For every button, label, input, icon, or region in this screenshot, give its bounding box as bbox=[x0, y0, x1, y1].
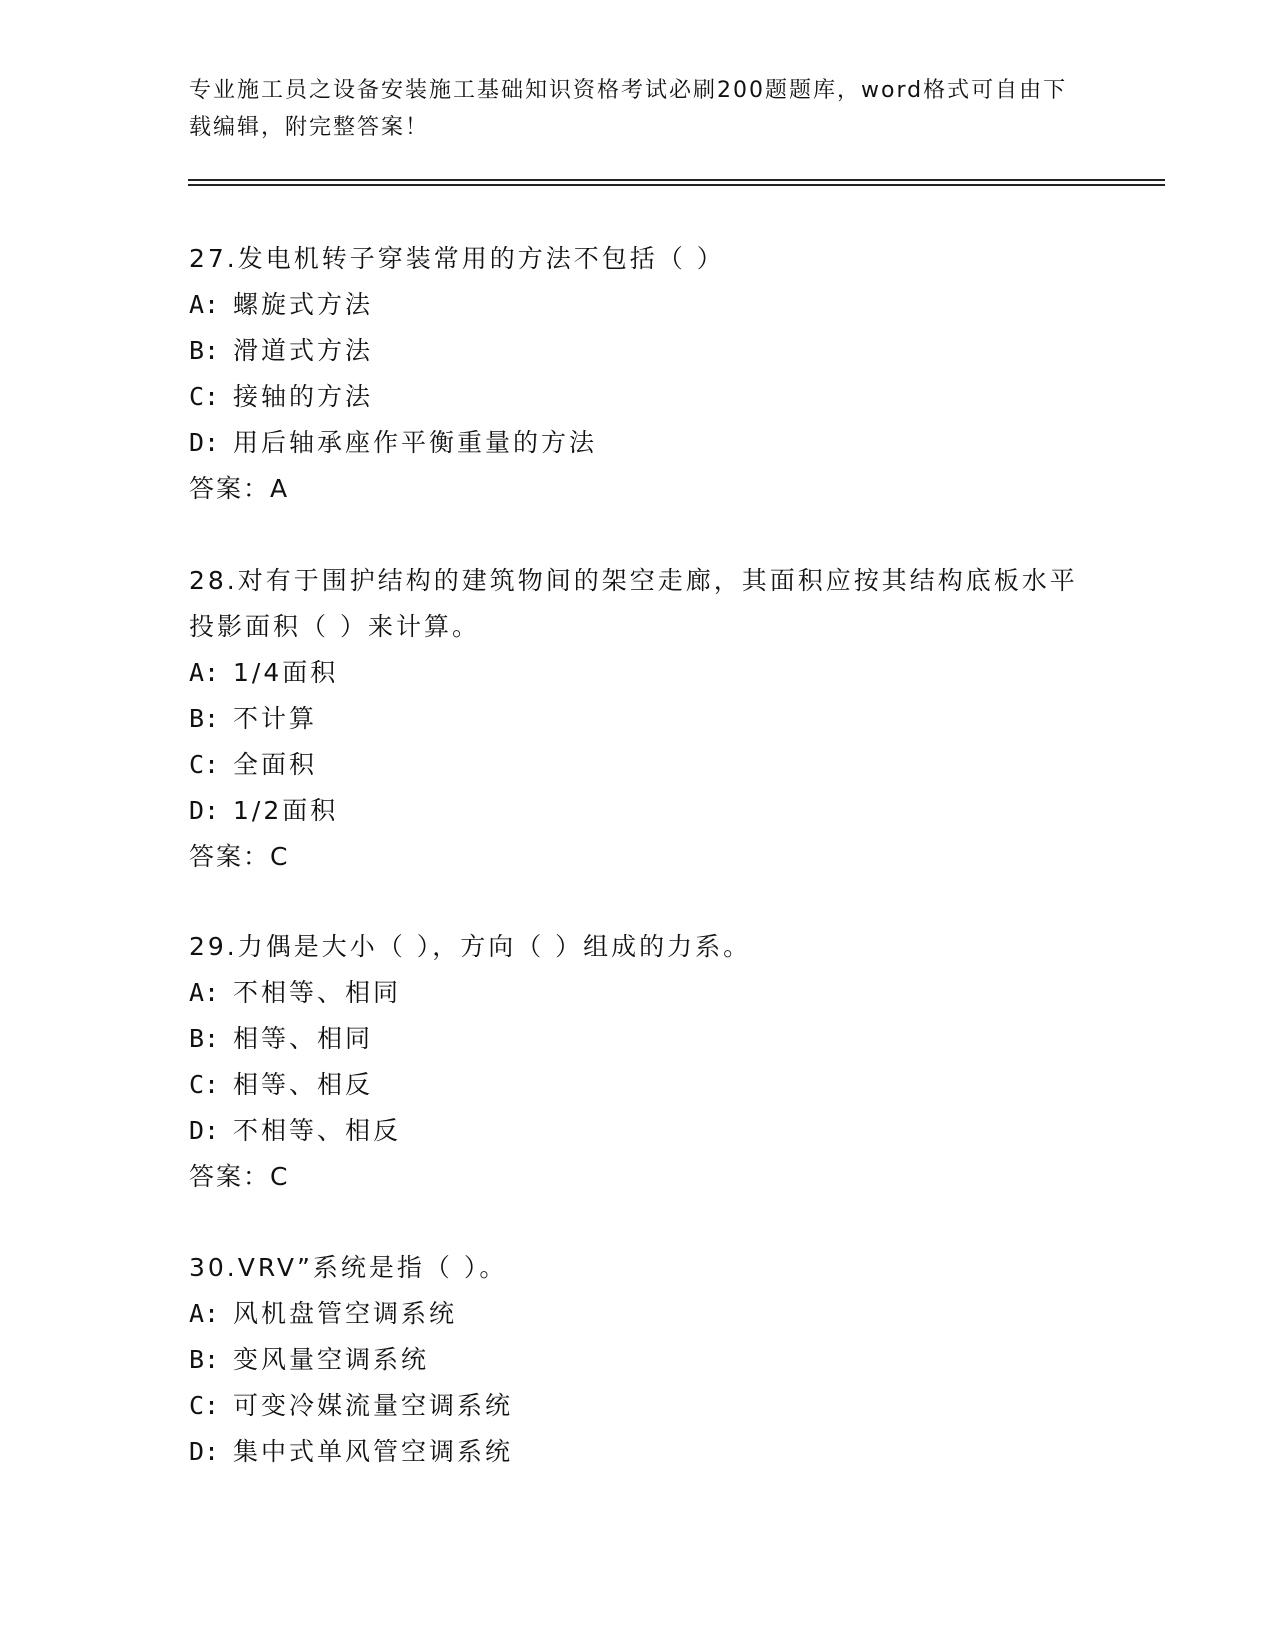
option-letter: B: bbox=[189, 336, 220, 365]
option-text: 相等、相反 bbox=[233, 1070, 374, 1099]
header-divider-bottom bbox=[188, 184, 1165, 186]
option-letter: C: bbox=[189, 382, 220, 411]
option-text: 相等、相同 bbox=[233, 1024, 374, 1053]
question-28 bbox=[189, 558, 1089, 880]
option-d bbox=[189, 420, 1089, 466]
option-text: 风机盘管空调系统 bbox=[233, 1299, 458, 1328]
option-letter: C: bbox=[189, 1070, 220, 1099]
option-b bbox=[189, 328, 1089, 374]
question-27 bbox=[189, 236, 1089, 512]
option-text: 不相等、相反 bbox=[233, 1116, 402, 1145]
option-letter: C: bbox=[189, 750, 220, 779]
option-letter: A: bbox=[189, 290, 220, 319]
option-a bbox=[189, 282, 1089, 328]
option-text: 滑道式方法 bbox=[233, 336, 374, 365]
option-d bbox=[189, 1108, 1089, 1154]
header-divider-top bbox=[188, 179, 1165, 181]
option-text: 全面积 bbox=[233, 750, 318, 779]
question-stem: 29.力偶是大小（ ），方向（ ）组成的力系。 bbox=[189, 932, 752, 961]
document-header: 专业施工员之设备安装施工基础知识资格考试必刷200题题库，word格式可自由下载编辑，附完整答案！ bbox=[189, 78, 1068, 140]
option-c bbox=[189, 374, 1089, 420]
option-a bbox=[189, 650, 1089, 696]
option-text: 1/2面积 bbox=[233, 796, 339, 825]
option-text: 集中式单风管空调系统 bbox=[233, 1437, 514, 1466]
option-text: 不计算 bbox=[233, 704, 318, 733]
option-letter: A: bbox=[189, 658, 220, 687]
question-stem: 28.对有于围护结构的建筑物间的架空走廊，其面积应按其结构底板水平投影面积（ ）来计算。 bbox=[189, 566, 1078, 641]
option-letter: A: bbox=[189, 978, 220, 1007]
option-b bbox=[189, 696, 1089, 742]
option-letter: D: bbox=[189, 1116, 220, 1145]
option-letter: D: bbox=[189, 1437, 220, 1466]
option-c bbox=[189, 1383, 1089, 1429]
option-letter: B: bbox=[189, 704, 220, 733]
option-d bbox=[189, 1429, 1089, 1475]
option-text: 螺旋式方法 bbox=[233, 290, 374, 319]
option-b bbox=[189, 1337, 1089, 1383]
option-text: 1/4面积 bbox=[233, 658, 339, 687]
option-text: 变风量空调系统 bbox=[233, 1345, 430, 1374]
option-letter: D: bbox=[189, 796, 220, 825]
question-stem: 27.发电机转子穿装常用的方法不包括（ ） bbox=[189, 244, 725, 273]
option-letter: A: bbox=[189, 1299, 220, 1328]
option-d bbox=[189, 788, 1089, 834]
question-30 bbox=[189, 1245, 1089, 1475]
option-letter: D: bbox=[189, 428, 220, 457]
option-text: 可变冷媒流量空调系统 bbox=[233, 1391, 514, 1420]
option-b bbox=[189, 1016, 1089, 1062]
option-c bbox=[189, 742, 1089, 788]
option-letter: B: bbox=[189, 1345, 220, 1374]
option-letter: B: bbox=[189, 1024, 220, 1053]
question-stem: 30.VRV”系统是指（ ）。 bbox=[189, 1253, 508, 1282]
answer-line: 答案：C bbox=[189, 842, 290, 871]
option-text: 不相等、相同 bbox=[233, 978, 402, 1007]
option-text: 接轴的方法 bbox=[233, 382, 374, 411]
option-a bbox=[189, 1291, 1089, 1337]
option-a bbox=[189, 970, 1089, 1016]
answer-line: 答案：A bbox=[189, 474, 290, 503]
option-c bbox=[189, 1062, 1089, 1108]
option-text: 用后轴承座作平衡重量的方法 bbox=[233, 428, 598, 457]
question-29 bbox=[189, 924, 1089, 1200]
option-letter: C: bbox=[189, 1391, 220, 1420]
answer-line: 答案：C bbox=[189, 1162, 290, 1191]
